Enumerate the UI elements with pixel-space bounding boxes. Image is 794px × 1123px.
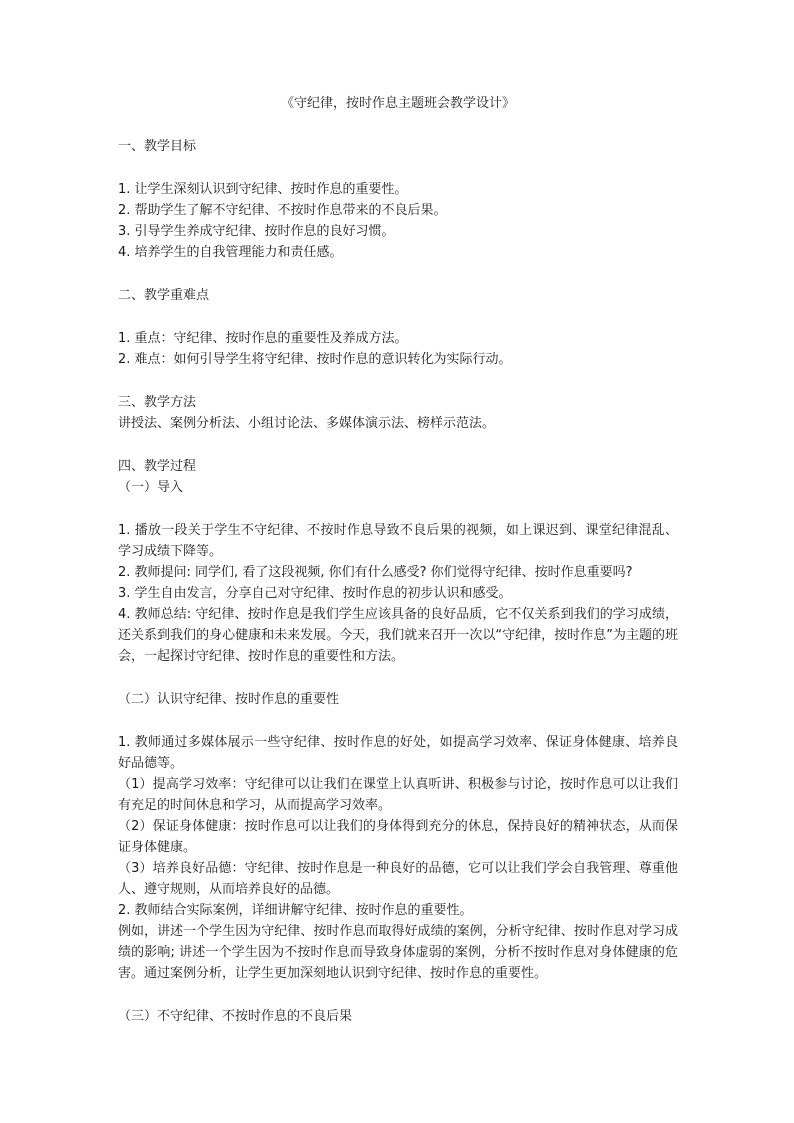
objective-item: 3. 引导学生养成守纪律、按时作息的良好习惯。 xyxy=(118,224,395,239)
objective-item: 1. 让学生深刻认识到守纪律、按时作息的重要性。 xyxy=(118,182,408,197)
intro-item: 4. 教师总结: 守纪律、按时作息是我们学生应该具备的良好品质，它不仅关系到我们的学习成绩，还关系到我们的身心健康和未来发展。今天，我们就来召开一次以“守纪律，按时作息”为主题的班会，一起探讨守纪律、按时作息的重要性和方法。 xyxy=(118,607,678,664)
importance-item: 2. 教师结合实际案例，详细讲解守纪律、按时作息的重要性。 xyxy=(118,903,473,918)
intro-item: 1. 播放一段关于学生不守纪律、不按时作息导致不良后果的视频，如上课迟到、课堂纪律混乱、学习成绩下降等。 xyxy=(118,523,678,559)
importance-item: （1）提高学习效率：守纪律可以让我们在课堂上认真听讲、积极参与讨论，按时作息可以让我们有充足的时间休息和学习，从而提高学习效率。 xyxy=(118,777,678,813)
importance-item: 例如，讲述一个学生因为守纪律、按时作息而取得好成绩的案例，分析守纪律、按时作息对学习成绩的影响; 讲述一个学生因为不按时作息而导致身体虚弱的案例，分析不按时作息对身体健康的危害。通过案例分析，让学生更加深刻地认识到守纪律、按时作息的重要性。 xyxy=(118,924,678,981)
methods-text: 讲授法、案例分析法、小组讨论法、多媒体演示法、榜样示范法。 xyxy=(118,416,496,431)
intro-item: 3. 学生自由发言，分享自己对守纪律、按时作息的初步认识和感受。 xyxy=(118,586,512,601)
intro-item: 2. 教师提问: 同学们, 看了这段视频, 你们有什么感受? 你们觉得守纪律、按时作息重要吗? xyxy=(118,565,633,580)
objective-item: 2. 帮助学生了解不守纪律、不按时作息带来的不良后果。 xyxy=(118,203,447,218)
section-heading-objectives: 一、教学目标 xyxy=(118,139,197,154)
section-heading-methods: 三、教学方法 xyxy=(118,395,197,410)
section-heading-key-points: 二、教学重难点 xyxy=(118,288,210,303)
subsection-heading-consequences: （三）不守纪律、不按时作息的不良后果 xyxy=(118,1009,353,1024)
section-heading-process: 四、教学过程 xyxy=(118,459,197,474)
key-point-item: 2. 难点：如何引导学生将守纪律、按时作息的意识转化为实际行动。 xyxy=(118,352,512,367)
subsection-heading-intro: （一）导入 xyxy=(118,480,184,495)
importance-item: （3）培养良好品德：守纪律、按时作息是一种良好的品德，它可以让我们学会自我管理、尊重他人、遵守规则，从而培养良好的品德。 xyxy=(118,861,678,897)
key-point-item: 1. 重点：守纪律、按时作息的重要性及养成方法。 xyxy=(118,331,408,346)
importance-item: （2）保证身体健康：按时作息可以让我们的身体得到充分的休息，保持良好的精神状态，从而保证身体健康。 xyxy=(118,819,678,855)
objective-item: 4. 培养学生的自我管理能力和责任感。 xyxy=(118,245,343,260)
subsection-heading-importance: （二）认识守纪律、按时作息的重要性 xyxy=(118,692,340,707)
document-body xyxy=(118,94,678,1027)
importance-item: 1. 教师通过多媒体展示一些守纪律、按时作息的好处，如提高学习效率、保证身体健康、培养良好品德等。 xyxy=(118,735,678,771)
document-title: 《守纪律，按时作息主题班会教学设计》 xyxy=(280,96,515,111)
